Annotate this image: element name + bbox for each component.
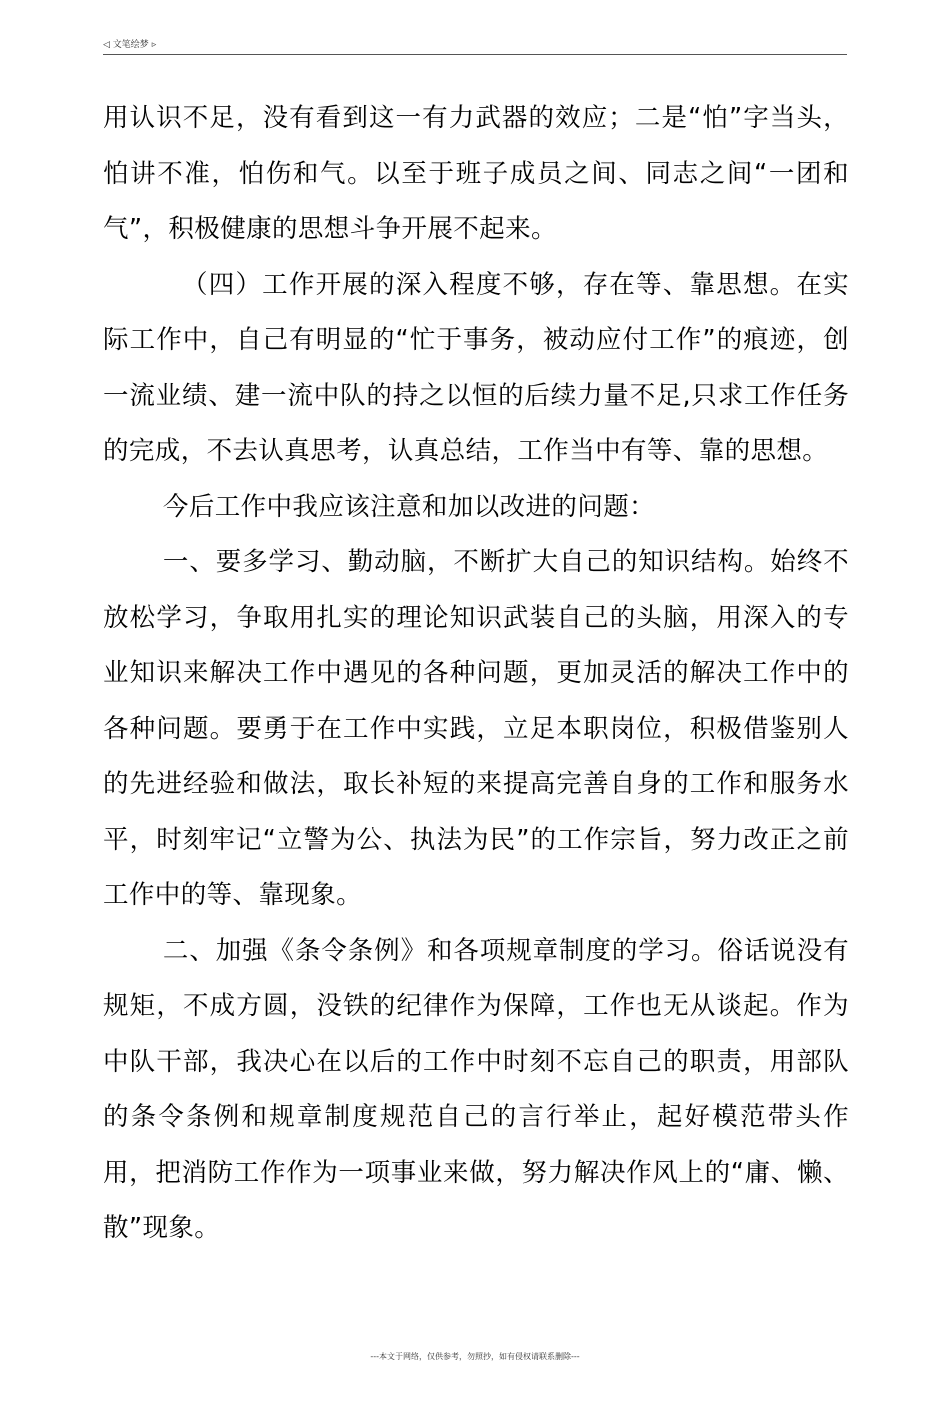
paragraph-continuation: 用认识不足，没有看到这一有力武器的效应；二是“怕”字当头，怕讲不准，怕伤和气。以至于班子成员之间、同志之间“一团和气”，积极健康的思想斗争开展不起来。 (103, 103, 849, 244)
paragraph-point-four: （四）工作开展的深入程度不够，存在等、靠思想。在实际工作中，自己有明显的“忙于事务，被动应付工作”的痕迹，创一流业绩、建一流中队的持之以恒的后续力量不足,只求工作任务的完成，不去认真思考，认真总结，工作当中有等、靠的思想。 (103, 269, 849, 466)
paragraph-improvement-two: 二、加强《条令条例》和各项规章制度的学习。俗话说没有规矩，不成方圆，没铁的纪律作为保障，工作也无从谈起。作为中队干部，我决心在以后的工作中时刻不忘自己的职责，用部队的条令条例和规章制度规范自己的言行举止，起好模范带头作用，把消防工作作为一项事业来做，努力解决作风上的“庸、懒、散”现象。 (103, 935, 849, 1243)
header-brand (103, 39, 156, 51)
paragraph-improvement-one: 一、要多学习、勤动脑，不断扩大自己的知识结构。始终不放松学习，争取用扎实的理论知识武装自己的头脑，用深入的专业知识来解决工作中遇见的各种问题，更加灵活的解决工作中的各种问题。要勇于在工作中实践，立足本职岗位，积极借鉴别人的先进经验和做法，取长补短的来提高完善自身的工作和服务水平，时刻牢记“立警为公、执法为民”的工作宗旨，努力改正之前工作中的等、靠现象。 (103, 547, 849, 910)
page-header (103, 38, 847, 55)
header-brand-name: 文笔绘梦 (112, 40, 149, 50)
right-triangle-icon: ▹ (151, 40, 157, 50)
left-triangle-icon: ◁ (103, 40, 110, 50)
document-body (103, 91, 849, 1257)
paragraph-improvement-heading: 今后工作中我应该注意和加以改进的问题： (162, 491, 656, 522)
page-footer-disclaimer: ---本文于网络，仅供参考，勿照抄，如有侵权请联系删除--- (370, 1352, 580, 1361)
